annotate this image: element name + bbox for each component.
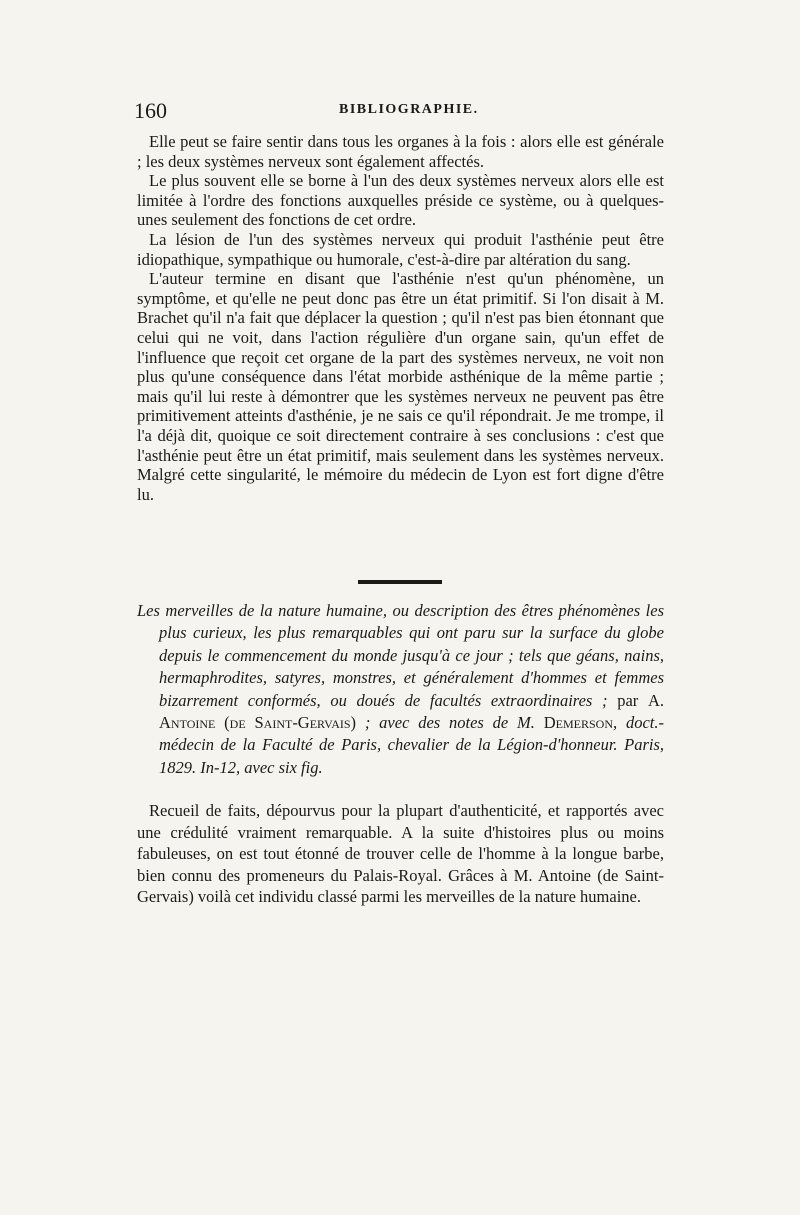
review-text-2 (137, 800, 664, 908)
paragraph: L'auteur termine en disant que l'asthénie n'est qu'un phénomène, un symptôme, et qu'elle ne peut donc pas être un état primitif. Si l'on disait à M. Brachet qu'il n'a fait que déplacer la question ; qu'il n'est pas bien étonnant que celui qui ne voit, dans l'action régulière d'un organe sain, qu'un effet de l'influence que reçoit cet organe de la part des systèmes nerveux, ne voit non plus qu'une conséquence dans l'état morbide asthénique de la même partie ; mais qu'il lui reste à démontrer que les systèmes nerveux ne peuvent pas être primitivement atteints d'asthénie, je ne sais ce qu'il répondrait. Je me trompe, il l'a déjà dit, quoique ce soit directement contraire à ses conclusions : c'est que l'asthénie peut être un état primitif, mais seulement dans les systèmes nerveux. Malgré cette singularité, le mémoire du médecin de Lyon est fort digne d'être lu. (137, 269, 664, 504)
bib-annotator: Demerson (543, 713, 614, 733)
running-title: BIBLIOGRAPHIE. (339, 102, 479, 117)
paragraph: Recueil de faits, dépourvus pour la plupart d'authenticité, et rapportés avec une crédulité vraiment remarquable. A la suite d'histoires plus ou moins fabuleuses, on est tout étonné de trouver celle de l'homme à la longue barbe, bien connu des promeneurs du Palais-Royal. Grâces à M. Antoine (de Saint-Gervais) voilà cet individu classé parmi les merveilles de la nature humaine. (137, 801, 664, 906)
section-divider (358, 580, 442, 584)
page-header (134, 98, 664, 126)
paragraph: La lésion de l'un des systèmes nerveux qui produit l'asthénie peut être idiopathique, sympathique ou humorale, c'est-à-dire par altération du sang. (137, 229, 664, 269)
review-text (137, 132, 664, 504)
paragraph: Elle peut se faire sentir dans tous les organes à la fois : alors elle est générale ; les deux systèmes nerveux sont également affectés. (137, 132, 664, 171)
bib-par: par (607, 690, 648, 710)
bib-author: A. Antoine (de Saint-Gervais) (159, 690, 664, 733)
bib-notes: ; avec des notes de M. (356, 713, 544, 733)
bib-annotator-title: , doct.-médecin de la Faculté de Paris, chevalier de la Légion-d'honneur. (159, 713, 664, 755)
paragraph: Le plus souvent elle se borne à l'un des deux systèmes nerveux alors elle est limitée à l'ordre des fonctions auxquelles préside ce système, ou à quelques-unes seulement des fonctions de cet ordre. (137, 171, 664, 230)
page-number: 160 (134, 98, 167, 123)
bib-publication: Paris, 1829. In-12, avec six fig. (159, 735, 664, 777)
bib-entry-block (137, 600, 664, 779)
bibliographic-entry (137, 600, 664, 779)
bib-title: Les merveilles de la nature humaine, ou description des êtres phénomènes les plus curieux, les plus remarquables qui ont paru sur la surface du globe depuis le commencement du monde jusqu'à ce jour ; tels que géans, nains, hermaphrodites, satyres, monstres, et généralement d'hommes et femmes bizarrement conformés, ou doués de facultés extraordinaires ; (137, 601, 664, 710)
